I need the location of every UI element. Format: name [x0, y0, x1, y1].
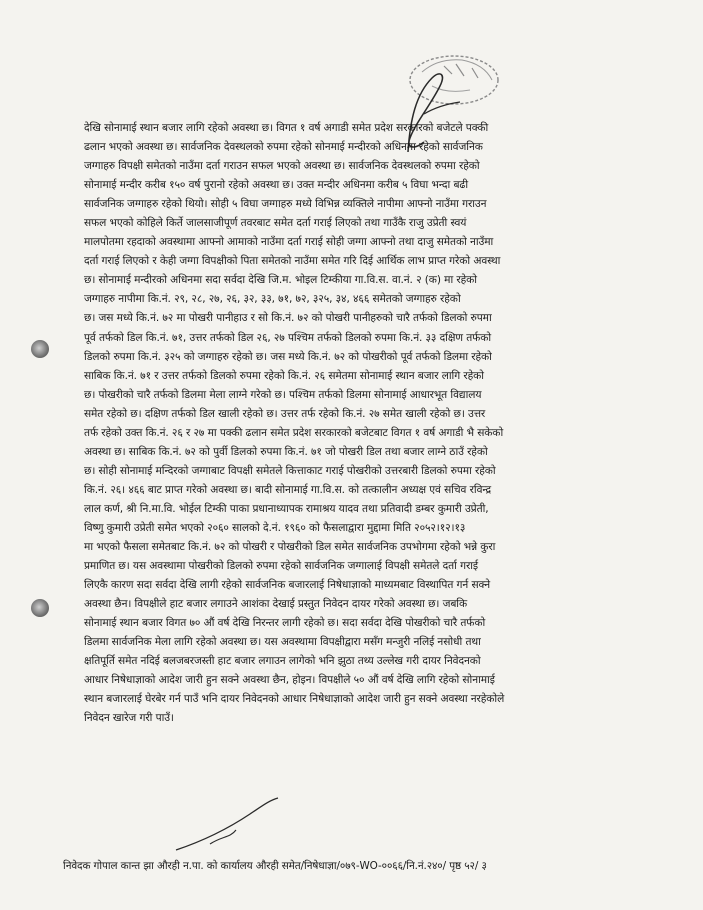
text-line: विष्णु कुमारी उप्रेती समेत भएको २०६० सालको दे.नं. १९६० को फैसलाद्वारा मुद्दामा मिति २०५२।१२।१३: [84, 521, 466, 534]
punch-hole-upper: [31, 340, 49, 358]
text-line: निवेदन खारेज गरी पाउँ।: [84, 712, 174, 725]
text-line: सफल भएको कोहिले किर्ते जालसाजीपूर्ण तवरबाट समेत दर्ता गराई लिएको तथा गाउँकै राजु उप्रेती स्वयं: [84, 217, 467, 230]
text-line: तर्फ रहेको उक्त कि.नं. २६ र २७ मा पक्की ढलान समेत प्रदेश सरकारको बजेटबाट विगत १ वर्ष अगाडी भै सकेको: [84, 426, 504, 439]
text-line: स्थान बजारलाई घेरबेर गर्न पाउँ भनि दायर निवेदनको आधार निषेधाज्ञाको आदेश जारी हुन सक्ने अवस्था नरहेकोले: [84, 693, 505, 706]
text-line: ढलान भएको अवस्था छ। सार्वजनिक देवस्थलको रुपमा रहेको सोनमाई मन्दीरको अधिनमा रहेको सार्वजनिक: [84, 141, 483, 154]
text-line: लाल कर्ण, श्री नि.मा.वि. भोईल टिम्की पाका प्रधानाध्यापक रामाश्रय यादव तथा प्रतिवादी डम्बर कुमारी उप्रेती,: [84, 502, 489, 515]
petition-body-text: [84, 119, 640, 729]
text-line: समेत रहेको छ। दक्षिण तर्फको डिल खाली रहेको छ। उत्तर तर्फ रहेको कि.नं. २७ समेत खाली रहेको छ। उत्तर: [84, 407, 486, 420]
text-line: लिएकै कारण सदा सर्वदा देखि लागी रहेको सार्वजनिक बजारलाई निषेधाज्ञाको माध्यमबाट विस्थापित गर्न सक्ने: [84, 579, 490, 592]
text-line: जग्गाहरु विपक्षी समेतको नाउँमा दर्ता गराउन सफल भएको अवस्था छ। सार्वजनिक देवस्थलको रुपमा रहेको: [84, 160, 480, 173]
text-line: जग्गाहरु नापीमा कि.नं. २९, २८, २७, २६, ३२, ३३, ७१, ७२, ३२५, ३४, ४६६ समेतको जग्गाहरु रहेको: [84, 293, 461, 306]
text-line: देखि सोनामाई स्थान बजार लागि रहेको अवस्था छ। विगत १ वर्ष अगाडी समेत प्रदेश सरकारको बजेटले पक्की: [84, 122, 489, 134]
text-line: छ। सोही सोनामाई मन्दिरको जग्गाबाट विपक्षी समेतले कित्ताकाट गराई पोखरीको उत्तरबारी डिलको रुपमा रहेको: [84, 464, 496, 477]
text-line: प्रमाणित छ। यस अवस्थामा पोखरीको डिलको रुपमा रहेको सार्वजनिक जग्गालाई विपक्षी समेतले दर्ता गराई: [84, 560, 479, 573]
text-line: दर्ता गराई लिएको र केही जग्गा विपक्षीको पिता समेतको नाउँमा समेत गरि दिई आर्थिक लाभ प्राप्त गरेको अवस्था: [84, 255, 501, 268]
case-reference-footer: निवेदक गोपाल कान्त झा औरही न.पा. को कार्यालय औरही समेत/निषेधाज्ञा/०७९-WO-००६६/नि.नं.२४०/ पृष्ठ ५२/ ३: [63, 860, 487, 872]
text-line: साबिक कि.नं. ७१ र उत्तर तर्फको डिलको रुपमा रहेको कि.नं. २६ समेतमा सोनामाई स्थान बजार लागि रहेको: [84, 369, 484, 382]
text-line: मालपोतमा रहदाको अवस्थामा आफ्नो आमाको नाउँमा दर्ता गराई सोही जग्गा आफ्नो तथा दाजु समेतको नाउँमा: [84, 236, 494, 249]
text-line: डिलको रुपमा कि.नं. ३२५ को जग्गाहरु रहेको छ। जस मध्ये कि.नं. ७२ को पोखरीको पूर्व तर्फको डिलमा रहेको: [84, 350, 492, 363]
text-line: अवस्था छ। साबिक कि.नं. ७२ को पुर्वी डिलको रुपमा कि.नं. ७१ जो पोखरी डिल तथा बजार लाग्ने ठाउँ रहेको: [84, 445, 488, 458]
text-line: पूर्व तर्फको डिल कि.नं. ७१, उत्तर तर्फको डिल २६, २७ पश्चिम तर्फको डिलको रुपमा कि.नं. ३३ दक्षिण तर्फको: [84, 331, 491, 344]
text-line: छ। पोखरीको चारै तर्फको डिलमा मेला लाग्ने गरेको छ। पश्चिम तर्फको डिलमा सोनामाई आधारभूत विद्यालय: [84, 388, 482, 401]
text-line: कि.नं. २६। ४६६ बाट प्राप्त गरेको अवस्था छ। बादी सोनामाई गा.वि.स. को तत्कालीन अध्यक्ष एवं सचिव रविन्द्र: [84, 483, 492, 496]
text-line: सोनामाई स्थान बजार विगत ७० औं वर्ष देखि निरन्तर लागी रहेको छ। सदा सर्वदा देखि पोखरीको चारै तर्फको: [84, 617, 486, 630]
signature-bottom: [170, 790, 290, 860]
text-line: छ। जस मध्ये कि.नं. ७२ मा पोखरी पानीहाउ र सो कि.नं. ७२ को पोखरी पानीहरुको चारै तर्फको डिलको रुपमा: [84, 312, 492, 325]
text-line: सार्वजनिक जग्गाहरु रहेको थियो। सोही ५ विघा जग्गाहरु मध्ये विभिन्न व्यक्तिले नापीमा आफ्नो नाउँमा गराउन: [84, 198, 487, 211]
text-line: आधार निषेधाज्ञाको आदेश जारी हुन सक्ने अवस्था छैन, होइन। विपक्षीले ५० औं वर्ष देखि लागि रहेको सोनामाई: [84, 674, 495, 687]
text-line: क्षतिपूर्ति समेत नदिई बलजबरजस्ती हाट बजार लगाउन लागेको भनि झुठा तथ्य उल्लेख गरी दायर निवेदनको: [84, 655, 481, 668]
text-line: छ। सोनामाई मन्दीरको अधिनमा सदा सर्वदा देखि जि.म. भोइल टिम्कीया गा.वि.स. वा.नं. २ (क) मा रहेको: [84, 274, 477, 287]
text-line: अवस्था छैन। विपक्षीले हाट बजार लगाउने आशंका देखाई प्रस्तुत निवेदन दायर गरेको अवस्था छ। जबकि: [84, 598, 468, 611]
text-line: डिलमा सार्वजनिक मेला लागि रहेको अवस्था छ। यस अवस्थामा विपक्षीद्वारा मसँग मन्जुरी नलिई नसोधी तथा: [84, 636, 481, 649]
punch-hole-lower: [31, 599, 49, 617]
text-line: सोनामाई मन्दीर करीब १५० वर्ष पुरानो रहेको अवस्था छ। उक्त मन्दीर अधिनमा करीब ५ विघा भन्दा बढी: [84, 179, 468, 192]
text-line: मा भएको फैसला समेतबाट कि.नं. ७२ को पोखरी र पोखरीको डिल समेत सार्वजनिक उपभोगमा रहेको भन्ने कुरा: [84, 541, 496, 554]
